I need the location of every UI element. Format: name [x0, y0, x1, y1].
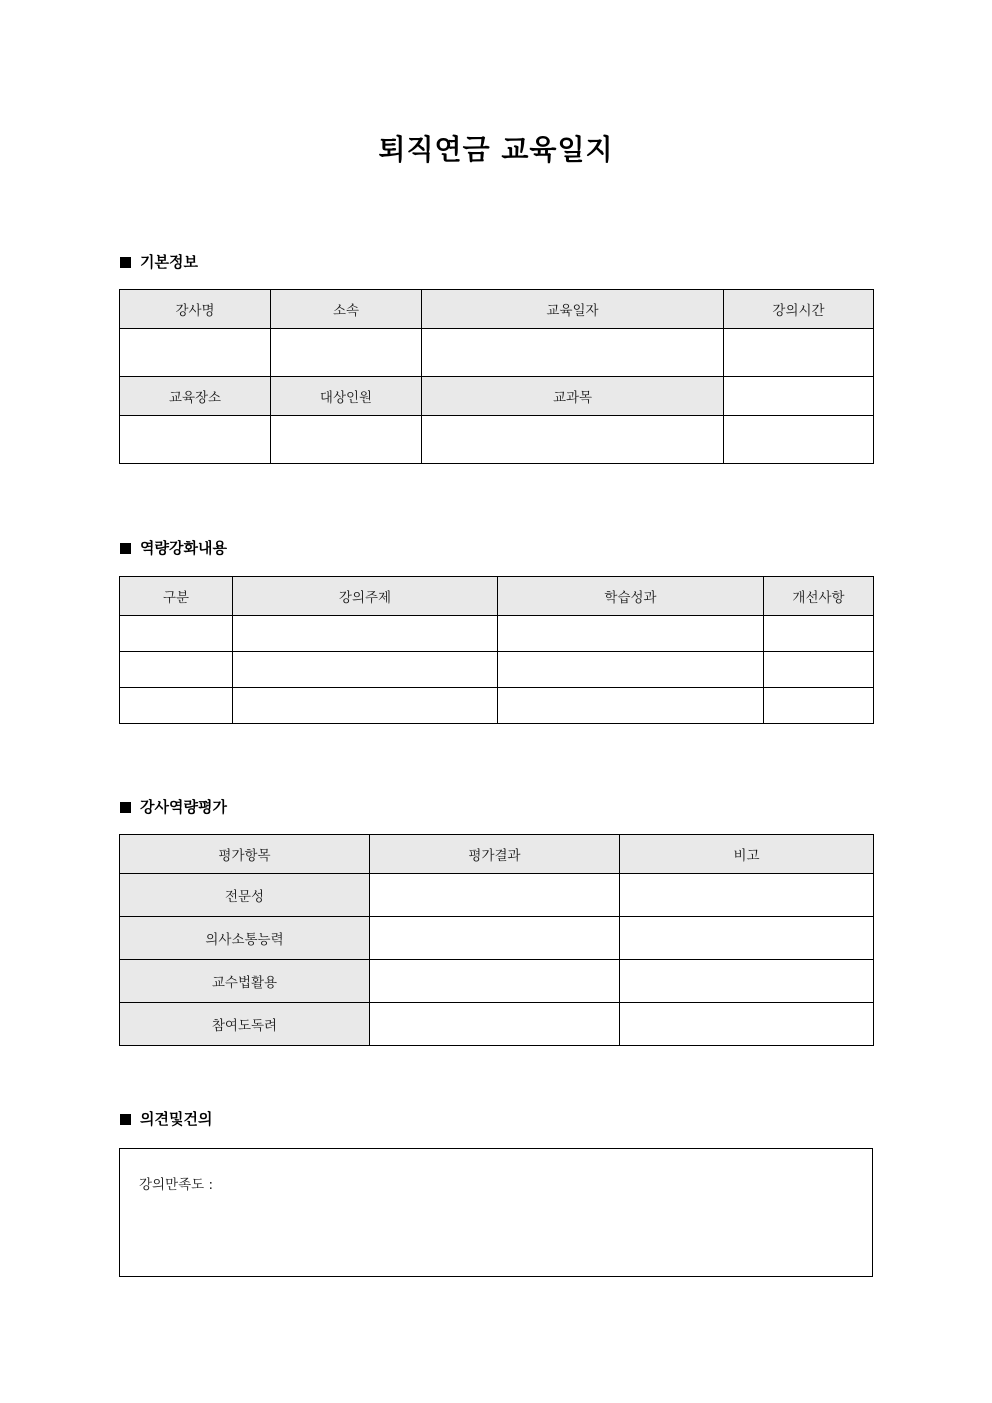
table-row	[120, 1003, 874, 1046]
cell-learning-outcome-value[interactable]	[498, 616, 764, 652]
cell-education-date-value[interactable]	[422, 329, 724, 377]
table-row	[120, 652, 874, 688]
cell-eval-remarks-communication[interactable]	[620, 917, 874, 960]
cell-eval-result-communication[interactable]	[370, 917, 620, 960]
section-heading-label: 기본정보	[140, 253, 198, 271]
section-heading-evaluation	[120, 799, 227, 816]
cell-improvement-value[interactable]	[764, 616, 874, 652]
cell-eval-result-teaching-method[interactable]	[370, 960, 620, 1003]
cell-eval-remarks-label: 비고	[620, 835, 874, 874]
cell-improvement-value[interactable]	[764, 688, 874, 724]
section-heading-label: 역량강화내용	[140, 539, 227, 557]
section-heading-label: 의견및건의	[140, 1110, 213, 1128]
cell-lecture-topic-value[interactable]	[233, 652, 498, 688]
cell-improvement-value[interactable]	[764, 652, 874, 688]
cell-category-value[interactable]	[120, 688, 233, 724]
cell-eval-remarks-participation[interactable]	[620, 1003, 874, 1046]
section-heading-label: 강사역량평가	[140, 798, 227, 816]
table-row	[120, 377, 874, 416]
cell-lecture-topic-value[interactable]	[233, 616, 498, 652]
cell-eval-result-label: 평가결과	[370, 835, 620, 874]
cell-category-label: 구분	[120, 577, 233, 616]
cell-eval-remarks-teaching-method[interactable]	[620, 960, 874, 1003]
cell-lecture-topic-value[interactable]	[233, 688, 498, 724]
table-row	[120, 835, 874, 874]
section-heading-basic-info	[120, 254, 198, 271]
cell-eval-result-participation[interactable]	[370, 1003, 620, 1046]
table-row	[120, 290, 874, 329]
cell-target-headcount-value[interactable]	[271, 416, 422, 464]
cell-education-date-label: 교육일자	[422, 290, 724, 329]
table-row	[120, 874, 874, 917]
section-heading-comments	[120, 1111, 212, 1128]
cell-lecture-hours-value[interactable]	[724, 329, 874, 377]
table-row	[120, 688, 874, 724]
cell-eval-item-communication: 의사소통능력	[120, 917, 370, 960]
cell-instructor-name-label: 강사명	[120, 290, 271, 329]
cell-basic-extra-value[interactable]	[724, 416, 874, 464]
cell-category-value[interactable]	[120, 616, 233, 652]
basic-info-table	[119, 289, 874, 464]
cell-eval-item-participation: 참여도독려	[120, 1003, 370, 1046]
cell-eval-result-expertise[interactable]	[370, 874, 620, 917]
table-row	[120, 329, 874, 377]
cell-subject-label: 교과목	[422, 377, 724, 416]
cell-instructor-name-value[interactable]	[120, 329, 271, 377]
cell-eval-item-label: 평가항목	[120, 835, 370, 874]
cell-affiliation-value[interactable]	[271, 329, 422, 377]
cell-eval-item-teaching-method: 교수법활용	[120, 960, 370, 1003]
cell-improvement-label: 개선사항	[764, 577, 874, 616]
table-row	[120, 577, 874, 616]
page-title: 퇴직연금 교육일지	[378, 133, 614, 166]
cell-category-value[interactable]	[120, 652, 233, 688]
cell-learning-outcome-value[interactable]	[498, 652, 764, 688]
table-row	[120, 917, 874, 960]
cell-education-place-label: 교육장소	[120, 377, 271, 416]
table-row	[120, 960, 874, 1003]
cell-lecture-topic-label: 강의주제	[233, 577, 498, 616]
bullet-square-icon	[120, 543, 131, 554]
bullet-square-icon	[120, 1114, 131, 1125]
bullet-square-icon	[120, 802, 131, 813]
table-row	[120, 616, 874, 652]
table-row	[120, 416, 874, 464]
lecture-satisfaction-label: 강의만족도 :	[139, 1177, 214, 1193]
cell-learning-outcome-label: 학습성과	[498, 577, 764, 616]
cell-affiliation-label: 소속	[271, 290, 422, 329]
evaluation-table	[119, 834, 874, 1046]
cell-subject-value[interactable]	[422, 416, 724, 464]
cell-lecture-hours-label: 강의시간	[724, 290, 874, 329]
cell-eval-item-expertise: 전문성	[120, 874, 370, 917]
comments-textarea[interactable]	[119, 1148, 873, 1277]
section-heading-competency	[120, 540, 227, 557]
cell-basic-spacer[interactable]	[724, 377, 874, 416]
cell-target-headcount-label: 대상인원	[271, 377, 422, 416]
competency-table	[119, 576, 874, 724]
bullet-square-icon	[120, 257, 131, 268]
cell-education-place-value[interactable]	[120, 416, 271, 464]
cell-learning-outcome-value[interactable]	[498, 688, 764, 724]
cell-eval-remarks-expertise[interactable]	[620, 874, 874, 917]
